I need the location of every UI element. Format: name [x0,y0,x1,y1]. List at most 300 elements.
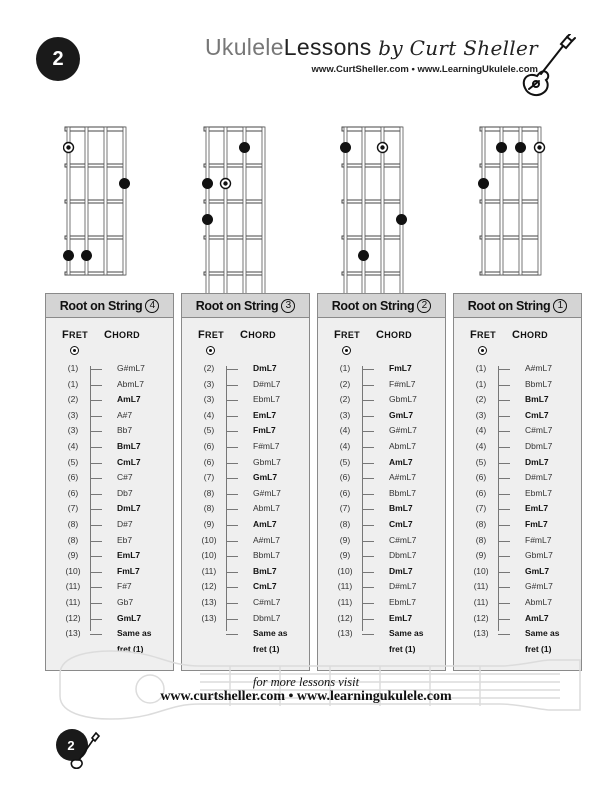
row-tick [90,556,102,557]
fret-line [342,236,402,239]
row-tick [498,494,510,495]
fret-number: (8) [67,518,79,529]
fret-number: (12) [201,581,217,592]
chord-name: EbmL7 [389,596,416,607]
chord-row [318,501,445,517]
row-tick [498,431,510,432]
chord-name: GmL7 [117,612,142,623]
fret-number: (3) [203,378,215,389]
fret-number: (1) [339,363,351,373]
chord-list [318,361,445,642]
fret-column-header: FRET [470,329,496,341]
finger-dot [496,142,507,153]
panel-title [453,293,582,318]
row-tick [362,385,374,386]
root-marker-icon [206,346,215,355]
brand-header [205,36,538,75]
fret-number: (8) [203,503,215,514]
finger-dot [358,250,369,261]
chord-row [182,611,309,627]
fret-number: (6) [339,472,351,483]
chord-diagram-string-1 [478,126,546,276]
fret-number: (7) [475,503,487,514]
chord-name: EbmL7 [525,487,552,498]
chord-row [46,501,173,517]
chord-row [454,611,581,627]
chord-name: EmL7 [525,503,549,514]
chord-name: Same as [117,628,152,639]
chord-name: Db7 [117,487,133,498]
root-marker-center [223,181,227,185]
chord-name: DmL7 [253,363,277,373]
chord-row [182,595,309,611]
chord-name: FmL7 [117,565,140,576]
chord-name: A#mL7 [253,534,280,545]
row-tick [498,369,510,370]
chord-diagram-string-3 [202,126,270,312]
root-string-3-panel [181,293,310,671]
row-tick [226,478,238,479]
brand-lessons-text: Lessons [283,34,372,60]
row-tick [226,572,238,573]
chord-row [46,408,173,424]
fret-line [480,164,540,167]
panel-title [317,293,446,318]
chord-name: A#7 [117,409,133,420]
chord-row [46,548,173,564]
fret-number: (6) [339,487,351,498]
nut [65,127,125,131]
row-tick [498,385,510,386]
chord-name: DbmL7 [253,612,281,623]
row-tick [90,509,102,510]
root-marker-icon [478,346,487,355]
row-tick [362,400,374,401]
chord-row [454,595,581,611]
chord-name: GbmL7 [389,394,417,405]
chord-name: D#mL7 [253,378,281,389]
chord-row [454,377,581,393]
row-tick [226,463,238,464]
row-tick [498,572,510,573]
chord-row [46,455,173,471]
chord-row [454,439,581,455]
chord-row [46,564,173,580]
root-marker-icon [70,346,79,355]
fret-number: (8) [203,487,215,498]
fret-number: (5) [67,456,79,467]
chord-name: BbmL7 [525,378,552,389]
fret-number: (2) [67,394,79,405]
chord-name: CmL7 [525,409,549,420]
fret-number: (10) [65,565,81,576]
chord-name: CmL7 [117,456,141,467]
chord-name: AbmL7 [117,378,144,389]
chord-row [454,392,581,408]
row-tick [226,587,238,588]
row-tick [90,431,102,432]
fret-line [204,272,264,275]
chord-name: Eb7 [117,534,133,545]
row-tick [90,416,102,417]
chord-row [182,361,309,377]
fret-line [204,200,264,203]
chord-row [318,564,445,580]
chord-name: F#mL7 [389,378,416,389]
fret-number: (4) [339,425,351,436]
fret-number: (6) [67,487,79,498]
fret-number: (4) [203,409,215,420]
row-tick [362,541,374,542]
fret-number: (8) [339,518,351,529]
chord-name: EbmL7 [253,394,280,405]
chord-row [46,439,173,455]
chord-name: G#mL7 [253,487,281,498]
chord-name: Gb7 [117,596,134,607]
string-number-circle: 4 [145,299,159,313]
fret-number: (3) [67,409,79,420]
row-tick [362,619,374,620]
chord-name: C#mL7 [389,534,417,545]
chord-row [46,470,173,486]
chord-name: G#mL7 [117,363,145,373]
chord-row [454,548,581,564]
fret-number: (7) [67,503,79,514]
chord-name: AmL7 [253,518,277,529]
chord-row [318,533,445,549]
row-tick [90,463,102,464]
finger-dot [63,250,74,261]
row-tick [498,619,510,620]
string-number-circle: 1 [553,299,567,313]
fret-number: (6) [67,472,79,483]
root-marker-icon [342,346,351,355]
root-string-2-panel [317,293,446,671]
row-tick [362,369,374,370]
chord-row [182,392,309,408]
chord-diagram-string-4 [63,126,131,276]
finger-dot [202,178,213,189]
fret-number: (13) [201,596,217,607]
fret-number: (11) [65,581,81,592]
fret-number: (9) [339,534,351,545]
page-number-badge: 2 [36,37,80,81]
fret-number: (13) [65,628,81,639]
string-number-circle: 3 [281,299,295,313]
chord-name: GbmL7 [525,550,553,561]
chord-name: AmL7 [117,394,141,405]
fret-column-header: FRET [334,329,360,341]
chord-list [46,361,173,642]
fret-number: (8) [475,534,487,545]
fret-number: (12) [337,612,353,623]
finger-dot [340,142,351,153]
row-tick [90,369,102,370]
row-tick [362,494,374,495]
chord-name: BbmL7 [389,487,416,498]
row-tick [90,572,102,573]
fret-number: (6) [203,440,215,451]
chord-row [454,486,581,502]
chord-row [46,533,173,549]
chord-row [318,611,445,627]
row-tick [90,541,102,542]
chord-name: C#7 [117,472,133,483]
chord-name: A#mL7 [525,363,552,373]
chord-row [454,361,581,377]
string-line [123,127,126,275]
fret-number: (9) [203,518,215,529]
chord-row [318,455,445,471]
chord-row [318,408,445,424]
row-tick [362,416,374,417]
string-line [482,127,485,275]
fret-number: (7) [203,472,215,483]
root-marker-center [537,145,541,149]
nut [204,127,264,131]
fret-number: (11) [473,581,489,592]
panel-title [181,293,310,318]
row-tick [498,447,510,448]
fret-number: (6) [475,472,487,483]
chord-name: GmL7 [389,409,414,420]
chord-column-header: CHORD [376,329,412,341]
row-tick [498,541,510,542]
panel-title-text: Root on String [331,298,415,313]
ukulele-logo-icon [517,34,577,100]
chord-name: AbmL7 [253,503,280,514]
fret-number: (4) [339,440,351,451]
fret-number: (1) [475,363,487,373]
row-tick [362,556,374,557]
row-tick [226,525,238,526]
chord-row [454,533,581,549]
chord-name: F#mL7 [525,534,552,545]
root-string-1-panel [453,293,582,671]
chord-row [182,517,309,533]
chord-name: GmL7 [253,472,278,483]
fret-number: (11) [337,581,353,592]
chord-name: FmL7 [253,425,276,436]
fret-column-header: FRET [198,329,224,341]
fret-number: (11) [337,596,353,607]
chord-row [454,579,581,595]
chord-name: D#mL7 [389,581,417,592]
nut [342,127,402,131]
chord-row [182,501,309,517]
panel-title-text: Root on String [467,298,551,313]
row-tick [498,603,510,604]
chord-row [46,423,173,439]
fret-number: (1) [67,378,79,389]
fret-number: (9) [339,550,351,561]
chord-name: Same as [525,628,560,639]
chord-row [182,564,309,580]
fret-line [342,272,402,275]
chord-name: D#7 [117,518,133,529]
string-line [381,127,384,311]
panel-title [45,293,174,318]
footer-page-number: 2 [67,738,75,753]
row-tick [498,416,510,417]
fret-line [65,200,125,203]
fret-line [204,164,264,167]
row-tick [498,587,510,588]
chord-name: BmL7 [253,565,277,576]
chord-row [46,392,173,408]
chord-row [318,361,445,377]
row-tick [226,400,238,401]
fret-number: (2) [203,363,215,373]
chord-row [454,470,581,486]
fret-number: (4) [67,440,79,451]
row-tick [226,431,238,432]
fret-number: (8) [67,534,79,545]
row-tick [226,509,238,510]
fret-number: (4) [475,425,487,436]
string-line [344,127,347,311]
panel-title-text: Root on String [195,298,279,313]
chord-row [318,377,445,393]
brand-ukulele-text: Ukulele [204,34,284,60]
chord-row [318,548,445,564]
fret-number: (2) [475,394,487,405]
chord-row [454,423,581,439]
chord-row [454,564,581,580]
nut [480,127,540,131]
chord-row [454,455,581,471]
row-tick [90,587,102,588]
chord-name: CmL7 [389,518,413,529]
row-tick [362,463,374,464]
row-tick [498,525,510,526]
string-line [262,127,265,311]
fret-number: (11) [473,596,489,607]
chord-name: A#mL7 [389,472,416,483]
fret-line [480,272,540,275]
string-line [362,127,365,311]
same-as-note: fret (1) [525,643,552,654]
chord-row [46,517,173,533]
chord-row [318,392,445,408]
brand-author-text: by Curt Sheller [378,36,538,60]
row-tick [226,556,238,557]
fret-number: (3) [203,394,215,405]
fret-column-header: FRET [62,329,88,341]
chord-name: EmL7 [117,550,141,561]
chord-diagram-string-2 [340,126,408,312]
fret-number: (5) [203,425,215,436]
fret-line [65,272,125,275]
row-tick [226,619,238,620]
brand-title [205,36,538,59]
chord-column-header: CHORD [104,329,140,341]
fret-number: (4) [475,440,487,451]
finger-dot [202,214,213,225]
chord-name: FmL7 [525,518,548,529]
chord-row [182,533,309,549]
chord-name: GbmL7 [253,456,281,467]
row-tick [498,478,510,479]
chord-name: EmL7 [253,409,277,420]
fret-number: (12) [65,612,81,623]
fret-number: (13) [473,628,489,639]
chord-name: AmL7 [389,456,413,467]
row-tick [362,478,374,479]
fret-number: (5) [339,456,351,467]
chord-name: C#mL7 [253,596,281,607]
chord-row [318,470,445,486]
finger-dot [119,178,130,189]
chord-row [318,439,445,455]
fret-number: (10) [473,565,489,576]
row-tick [226,494,238,495]
row-tick [226,369,238,370]
row-tick [226,385,238,386]
chord-name: Bb7 [117,425,133,436]
chord-row [46,377,173,393]
finger-dot [239,142,250,153]
chord-row [182,548,309,564]
row-tick [90,447,102,448]
chord-row [318,423,445,439]
fret-number: (2) [339,378,351,389]
row-tick [362,525,374,526]
string-number-circle: 2 [417,299,431,313]
finger-dot [478,178,489,189]
row-tick [362,431,374,432]
fret-number: (7) [339,503,351,514]
chord-row [182,455,309,471]
row-tick [498,556,510,557]
chord-row [182,470,309,486]
chord-row [454,501,581,517]
chord-name: D#mL7 [525,472,553,483]
chord-name: F#mL7 [253,440,280,451]
chord-row [318,595,445,611]
row-tick [362,603,374,604]
fret-number: (6) [475,487,487,498]
row-tick [226,603,238,604]
chord-row [46,486,173,502]
fret-number: (1) [67,363,79,373]
chord-name: GmL7 [525,565,550,576]
row-tick [226,447,238,448]
panel-title-text: Root on String [59,298,143,313]
row-tick [90,603,102,604]
finger-dot [396,214,407,225]
fret-number: (6) [203,456,215,467]
chord-name: AbmL7 [389,440,416,451]
chord-row [46,611,173,627]
fret-number: (13) [337,628,353,639]
chord-name: FmL7 [389,363,412,373]
chord-row [454,408,581,424]
string-line [224,127,227,311]
fret-number: (11) [201,565,217,576]
fret-number: (12) [473,612,489,623]
row-tick [90,400,102,401]
fret-line [480,200,540,203]
row-tick [90,385,102,386]
chord-name: F#7 [117,581,132,592]
row-tick [362,509,374,510]
chord-list [182,361,309,642]
footer-visit-text: for more lessons visit [252,675,360,689]
chord-name: G#mL7 [389,425,417,436]
chord-name: AbmL7 [525,596,552,607]
fret-number: (3) [339,409,351,420]
